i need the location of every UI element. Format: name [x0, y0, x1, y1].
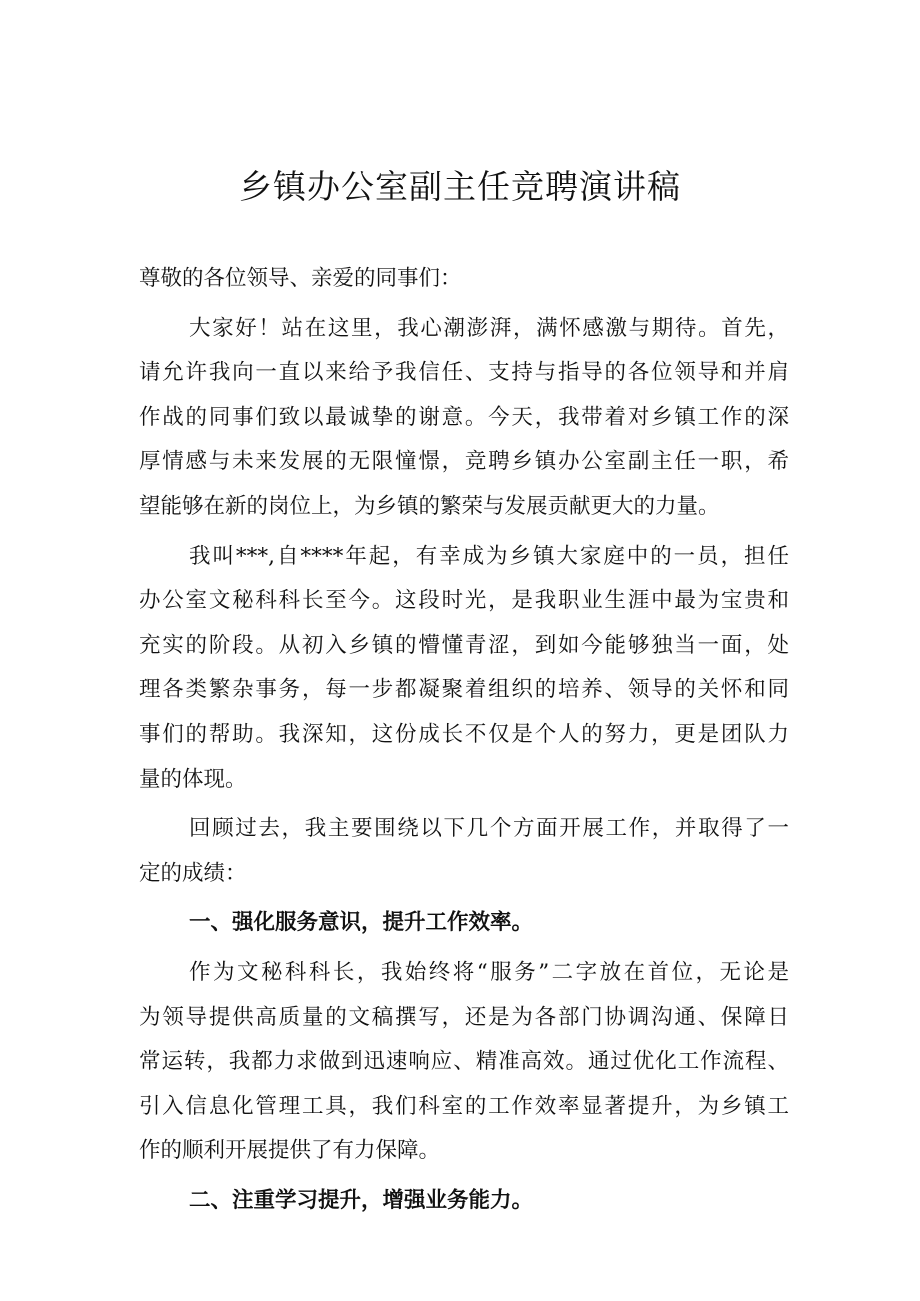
paragraph-line: 量的体现。 — [139, 766, 247, 792]
section-heading-1: 一、强化服务意识，提升工作效率。 — [189, 910, 534, 936]
paragraph-review — [139, 807, 789, 896]
paragraph-line: 我叫***,自****年起，有幸成为乡镇大家庭中的一员，担任 — [189, 543, 789, 569]
paragraph-line: 常运转，我都力求做到迅速响应、精准高效。通过优化工作流程、 — [139, 1049, 789, 1075]
paragraph-line: 大家好！站在这里，我心潮澎湃，满怀感激与期待。首先， — [189, 315, 789, 341]
paragraph-line: 事们的帮助。我深知，这份成长不仅是个人的努力，更是团队力 — [139, 721, 789, 747]
paragraph-line: 作战的同事们致以最诚挚的谢意。今天，我带着对乡镇工作的深 — [139, 404, 789, 430]
paragraph-line: 作的顺利开展提供了有力保障。 — [139, 1138, 441, 1164]
paragraph-line: 办公室文秘科科长至今。这段时光，是我职业生涯中最为宝贵和 — [139, 588, 789, 614]
paragraph-line: 定的成绩： — [139, 860, 247, 886]
paragraph-line: 引入信息化管理工具，我们科室的工作效率显著提升，为乡镇工 — [139, 1093, 789, 1119]
paragraph-line: 理各类繁杂事务，每一步都凝聚着组织的培养、领导的关怀和同 — [139, 677, 789, 703]
section-heading-2: 二、注重学习提升，增强业务能力。 — [189, 1187, 534, 1213]
paragraph-line: 回顾过去，我主要围绕以下几个方面开展工作，并取得了一 — [189, 816, 789, 842]
paragraph-line: 望能够在新的岗位上，为乡镇的繁荣与发展贡献更大的力量。 — [139, 493, 720, 519]
paragraph-line: 充实的阶段。从初入乡镇的懵懂青涩，到如今能够独当一面，处 — [139, 632, 789, 658]
paragraph-service — [139, 951, 789, 1174]
paragraph-line: 厚情感与未来发展的无限憧憬，竞聘乡镇办公室副主任一职，希 — [139, 449, 789, 475]
paragraph-introduction — [139, 535, 789, 803]
paragraph-greeting — [139, 307, 789, 530]
paragraph-line: 为领导提供高质量的文稿撰写，还是为各部门协调沟通、保障日 — [139, 1004, 789, 1030]
document-title: 乡镇办公室副主任竞聘演讲稿 — [239, 167, 681, 206]
paragraph-line: 请允许我向一直以来给予我信任、支持与指导的各位领导和并肩 — [139, 360, 789, 386]
paragraph-line: 作为文秘科科长，我始终将“服务”二字放在首位，无论是 — [189, 959, 789, 985]
salutation: 尊敬的各位领导、亲爱的同事们： — [139, 266, 462, 291]
document-body — [139, 257, 789, 1223]
